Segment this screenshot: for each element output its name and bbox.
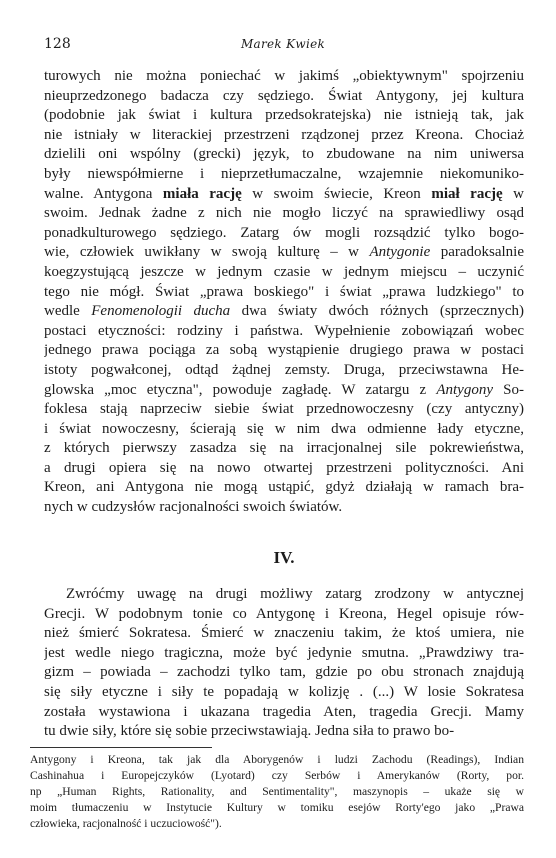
text-line: nież śmierć Sokratesa. Śmierć w znaczeniu takim, że ktoś umiera, nie (44, 625, 524, 642)
text-line: nieuprzedzonego badacza czy sędziego. Świat Antygony, jej kultura (44, 87, 524, 104)
footnote-line: Cashinahua i Europejczyków (Lyotard) czy Serbów i Amerykanów (Rorty, por. (30, 769, 524, 782)
paragraph-continued (44, 67, 524, 518)
text-line: dzielili oni wspólny (grecki) język, to zbudowane na nim uniwersa (44, 146, 524, 163)
text-line: a drugi opiera się na nowo otwartej przestrzeni polityczności. Ani (44, 459, 524, 476)
running-head: Marek Kwiek (240, 37, 326, 51)
text-line: wedle Fenomenologii ducha dwa światy dwóch różnych (sprzecznych) (44, 303, 524, 320)
text-line: tego nie mógł. Świat „prawa boskiego" i świat „prawa ludzkiego" to (44, 283, 524, 300)
text-line: została wystawiona i ukazana tragedia Aten, tragedia Grecji. Mamy (44, 703, 524, 720)
text-line: turowych nie można poniechać w jakimś „obiektywnym" spojrzeniu (44, 68, 524, 84)
text-line: istoty pogwałconej, odtąd żądnej zemsty. Druga, przeciwstawna He- (44, 361, 524, 378)
page-header (44, 36, 522, 56)
text-line: glowska „moc etyczna", powoduje zagładę. W zatargu z Antygony So- (44, 381, 524, 398)
section-heading: IV. (273, 548, 295, 567)
text-line: Grecji. W podobnym tonie co Antygonę i Kreona, Hegel opisuje rów- (44, 605, 524, 622)
text-line: z których pierwszy zasadza się na irracjonalnej sile pokrewieństwa, (44, 440, 524, 457)
text-line: nie istniały w literackiej przestrzeni rządzonej przez Kreona. Chociaż (44, 126, 524, 143)
text-line: ponadkulturowego sędziego. Zatarg ów mogli rozsądzić tylko bogo- (44, 224, 524, 241)
text-line: wie, człowiek uwikłany w swoją kulturę – w Antygonie paradoksalnie (44, 244, 524, 261)
footnote-line: Antygony i Kreona, tak jak dla Aborygenów i ludzi Zachodu (Readings), Indian (30, 753, 524, 766)
text-line: koegzystującą jeszcze w jednym czasie w jednym miejscu – uczynić (44, 263, 524, 280)
paragraph-section-iv (44, 585, 524, 742)
text-line: jednego prawa pociąga za sobą wystąpienie drugiego prawa w postaci (44, 342, 524, 359)
text-line: swoim. Jednak żadne z nich nie mogło liczyć na sprawiedliwy osąd (44, 205, 524, 222)
text-line: się siły etyczne i siły te popadają w kolizję . (...) W losie Sokratesa (44, 683, 524, 700)
text-line: Kreon, ani Antygona nie mogą ustąpić, gdyż działają w ramach bra- (44, 479, 524, 496)
text-line: walne. Antygona miała rację w swoim świecie, Kreon miał rację w (44, 185, 524, 202)
footnote (30, 752, 524, 832)
text-line: gizm – powiada – zachodzi tylko tam, gdzie po obu stronach znajdują (44, 664, 524, 681)
text-line: foklesa stają naprzeciw siebie świat przednowoczesny (czy antyczny) (44, 401, 524, 418)
text-line: tu dwie siły, które się sobie przeciwstawiają. Jedna siła to prawo bo- (44, 723, 455, 740)
page-number: 128 (44, 36, 71, 52)
text-line: Zwróćmy uwagę na drugi możliwy zatarg zrodzony w antycznej (66, 586, 524, 602)
footnote-line: np „Human Rights, Rationality, and Sentimentality", maszynopis – ukaże się w (30, 785, 524, 798)
text-line: i świat nowoczesny, ścierają się w nim dwa odmienne łady etyczne, (44, 420, 524, 437)
footnote-rule (30, 747, 212, 748)
text-line: były niewspółmierne i nieprzetłumaczalne, wzajemnie niekomuniko- (44, 165, 524, 182)
footnote-line: człowieka, racjonalność i uczuciowość"). (30, 817, 222, 830)
text-line: jest wedle niego tragiczna, może być jedynie smutna. „Prawdziwy tra- (44, 644, 524, 661)
text-line: postaci etyczności: rodziny i państwa. Wypełnienie zobowiązań wobec (44, 322, 524, 339)
text-line: (podobnie jak świat i kultura przedsokratejska) nie istnieją tak, jak (44, 107, 524, 124)
footnote-line: moim tłumaczeniu w Instytucie Kultury w tomiku esejów Rorty'ego jako „Prawa (30, 801, 524, 814)
text-line: nych w cudzysłów racjonalności swoich światów. (44, 499, 343, 516)
